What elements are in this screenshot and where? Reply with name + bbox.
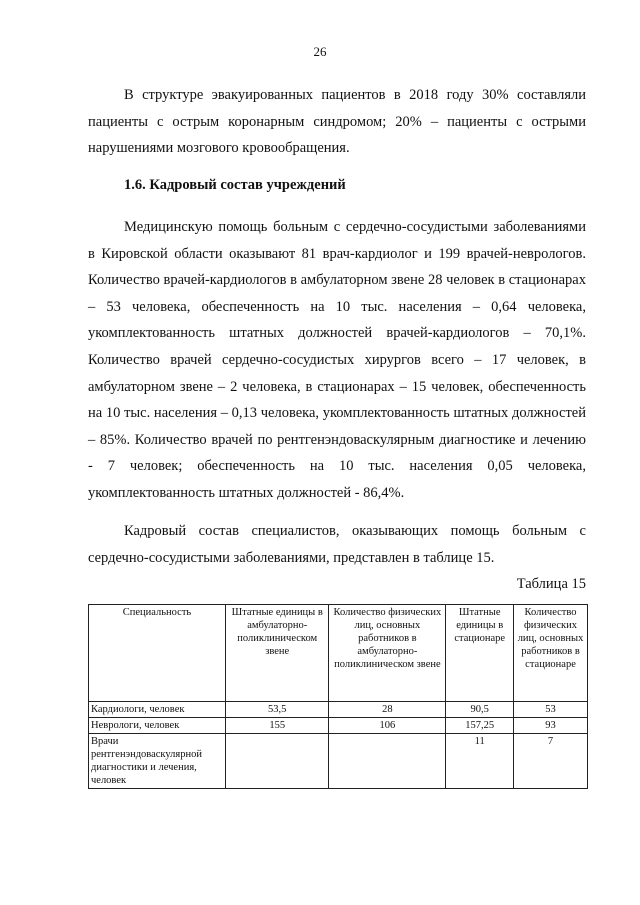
paragraph-evacuated-patients: В структуре эвакуированных пациентов в 2018 году 30% составляли пациенты с острым коронарным синдромом; 20% – пациенты с острыми нарушениями мозгового кровообращения. — [88, 87, 586, 157]
table-caption: Таблица 15 — [516, 576, 586, 592]
row-label: Врачи рентгенэндоваскулярной диагностики и лечения, человек — [89, 734, 226, 789]
row-label: Неврологи, человек — [89, 718, 226, 734]
paragraph-table-intro: Кадровый состав специалистов, оказывающих помощь больным с сердечно-сосудистыми заболеваниями, представлен в таблице 15. — [88, 523, 586, 566]
table-cell: 93 — [514, 718, 588, 734]
table-cell — [225, 734, 328, 789]
table-cell: 90,5 — [446, 702, 514, 718]
header-outpatient-positions: Штатные единицы в амбулаторно-поликлиническом звене — [225, 605, 328, 702]
table-cell: 28 — [329, 702, 446, 718]
table-cell: 53 — [514, 702, 588, 718]
table-header-row — [89, 605, 588, 702]
page-number: 26 — [313, 44, 327, 59]
header-outpatient-persons: Количество физических лиц, основных работников в амбулаторно-поликлиническом звене — [329, 605, 446, 702]
table-cell — [329, 734, 446, 789]
table-row — [89, 702, 588, 718]
header-inpatient-persons: Количество физических лиц, основных работников в стационаре — [514, 605, 588, 702]
staff-table — [88, 604, 588, 789]
table-row — [89, 718, 588, 734]
header-specialty: Специальность — [89, 605, 226, 702]
header-inpatient-positions: Штатные единицы в стационаре — [446, 605, 514, 702]
row-label: Кардиологи, человек — [89, 702, 226, 718]
table-row — [89, 734, 588, 789]
table-cell: 155 — [225, 718, 328, 734]
paragraph-staff-description: Медицинскую помощь больным с сердечно-сосудистыми заболеваниями в Кировской области оказывают 81 врач-кардиолог и 199 врачей-неврологов. Количество врачей-кардиологов в амбулаторном звене 28 человек в стационарах – 53 человека, обеспеченность на 10 тыс. населения – 0,64 человека, укомплектованность штатных должностей врачей-кардиологов – 70,1%. Количество врачей сердечно-сосудистых хирургов всего – 17 человек, в амбулаторном звене – 2 человека, в стационарах – 15 человек, обеспеченность на 10 тыс. населения – 0,13 человека, укомплектованность штатных должностей – 85%. Количество врачей по рентгенэндоваскулярным диагностике и лечению - 7 человек; обеспеченность на 10 тыс. населения 0,05 человека, укомплектованность штатных должностей - 86,4%. — [88, 219, 586, 501]
table-cell: 157,25 — [446, 718, 514, 734]
table-cell: 7 — [514, 734, 588, 789]
section-heading: 1.6. Кадровый состав учреждений — [124, 177, 346, 193]
table-cell: 106 — [329, 718, 446, 734]
table-cell: 53,5 — [225, 702, 328, 718]
table-cell: 11 — [446, 734, 514, 789]
